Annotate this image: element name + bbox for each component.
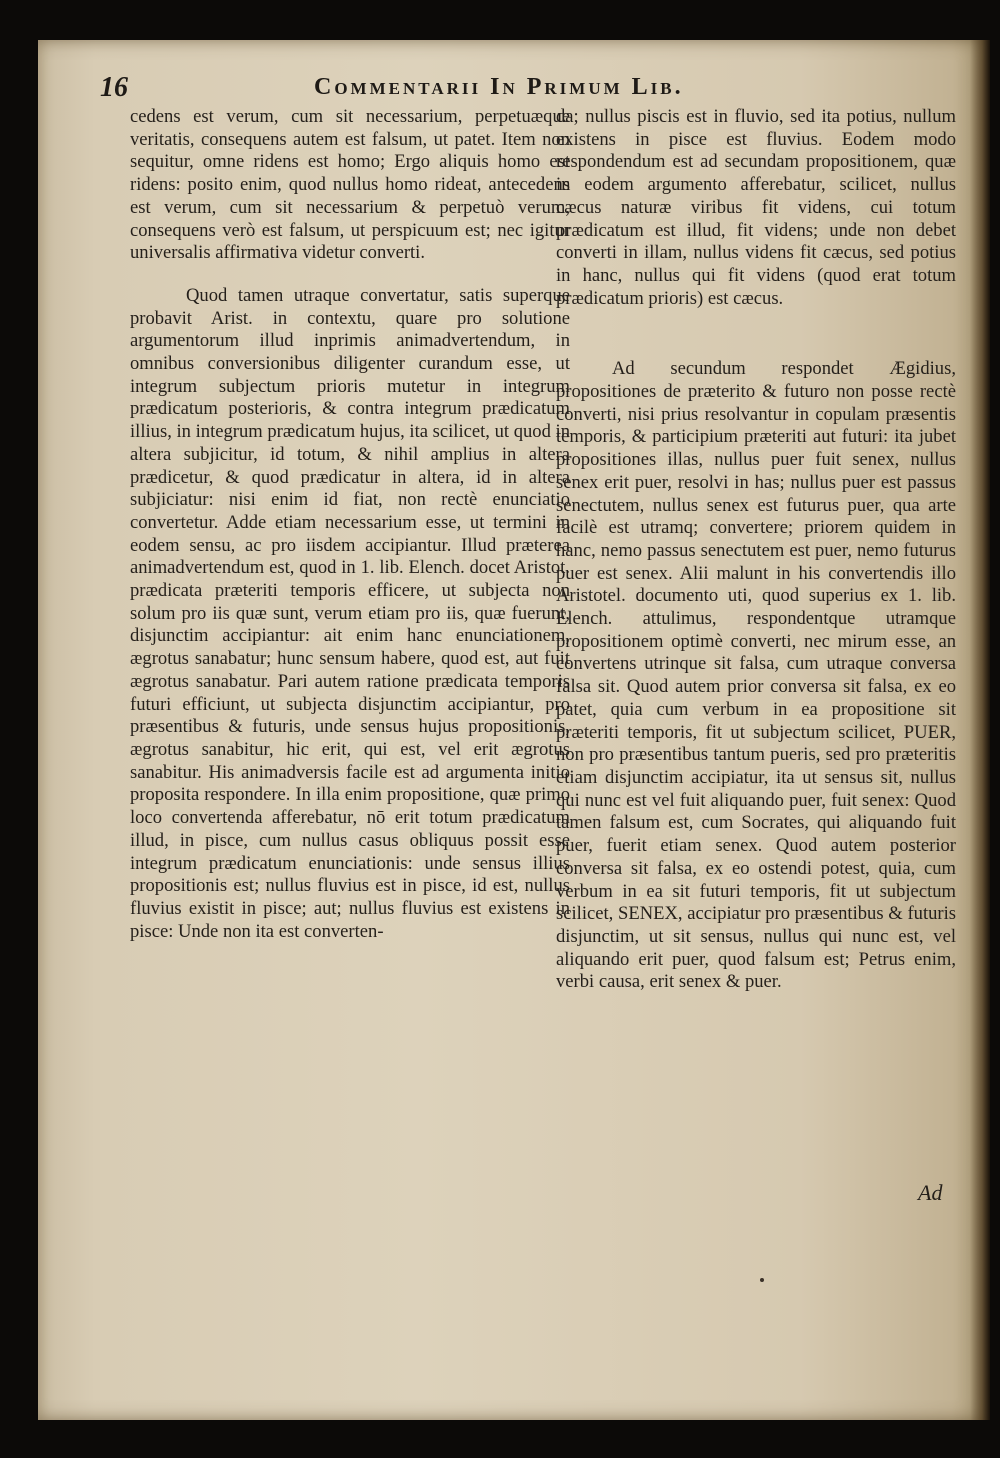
page-number: 16 [100, 72, 128, 103]
paragraph: da; nullus piscis est in fluvio, sed ita potius, nullum existens in pisce est fluvius. Eodem modo respondendum est ad secundam propositionem, quæ in eodem argumento afferebatur, scilicet, nullus cæcus naturæ viribus fit videns, cui totum prædicatum est illud, fit videns; unde non debet converti in illam, nullus videns fit cæcus, sed potius in hanc, nullus qui fit videns (quod erat totum prædicatum prioris) est cæcus. [556, 106, 956, 309]
paragraph: Ad secundum respondet Ægidius, propositiones de præterito & futuro non posse rectè converti, nisi prius resolvantur in copulam præsentis temporis, & participium præteriti aut futuri: ita jubet propositiones illas, nullus puer fuit senex, nullus senex erit puer, resolvi in has; nullus puer est passus senectutem, nullus senex est futurus puer, qua arte facilè est utramq; convertere; priorem quidem in hanc, nemo passus senectutem est puer, nemo futurus puer est senex. Alii malunt in his convertendis illo Aristotel. documento uti, quod superius ex 1. lib. Elench. attulimus, respondentque utramque propositionem optimè converti, nec mirum esse, an convertens utrinque sit falsa, cum utraque conversa falsa sit. Quod autem prior conversa sit falsa, ex eo patet, quia cum verbum in ea propositione sit præteriti temporis, fit ut subjectum scilicet, PUER, non pro præsentibus tantum pueris, sed pro præteritis etiam disjunctim accipiatur, ita ut sensus sit, nullus qui nunc est vel fuit aliquando puer, fuit senex: Quod tamen falsum est, cum Socrates, qui aliquando fuit puer, fuerit etiam senex. Quod autem posterior conversa sit falsa, ex eo ostendi potest, quia, cum verbum in ea sit futuri temporis, fit ut subjectum scilicet, SENEX, accipiatur pro præsentibus & futuris disjunctim, ut sit sensus, nullus qui nunc est, vel aliquando erit puer, quod falsum est; Petrus enim, verbi causa, erit senex & puer. [556, 358, 956, 993]
left-text-column [130, 106, 570, 943]
ink-speck [760, 1278, 764, 1282]
running-title: Commentarii In Primum Lib. [314, 74, 684, 100]
right-text-column [556, 106, 956, 994]
paragraph: cedens est verum, cum sit necessarium, perpetuæque veritatis, consequens autem est falsum, ut patet. Item non sequitur, omne ridens est homo; Ergo aliquis homo est ridens: posito enim, quod nullus homo rideat, antecedens est verum, cum sit necessarium & perpetuò verum, consequens verò est falsum, ut perspicuum est; nec igitur universalis affirmativa videtur converti. [130, 106, 570, 264]
paragraph: Quod tamen utraque convertatur, satis superque probavit Arist. in contextu, quare pro solutione argumentorum illud inprimis animadvertendum, in omnibus conversionibus diligenter curandum esse, ut integrum subjectum prioris mutetur in integrum prædicatum posterioris, & contra integrum prædicatum illius, in integrum prædicatum hujus, ita scilicet, ut quod in altera subjicitur, id totum, & nihil amplius in altera prædicetur, & quod prædicatur in altera, id in altera subjiciatur: nisi enim id fiat, non rectè enunciatio convertetur. Adde etiam necessarium esse, ut termini in eodem sensu, ac pro iisdem accipiantur. Illud præterea animadvertendum est, quod in 1. lib. Elench. docet Aristot. prædicata præteriti temporis efficere, ut subjecta non solum pro iis quæ sunt, verum etiam pro iis, quæ fuerunt, disjunctim accipiantur: ait enim hanc enunciationem, ægrotus sanabatur; hunc sensum habere, quod est, aut fuit ægrotus sanabatur. Pari autem ratione prædicata temporis futuri efficiunt, ut subjecta disjunctim accipiantur, pro præsentibus & futuris, unde sensus hujus propositionis, ægrotus sanabitur, hic erit, qui est, vel erit ægrotus sanabitur. His animadversis facile est ad argumenta initio proposita respondere. In illa enim propositione, quæ primo loco convertenda afferebatur, nō erit totum prædicatum illud, in pisce, cum nullus casus obliquus possit esse integrum prædicatum enunciationis: unde sensus illius propositionis est; nullus fluvius est in pisce, id est, nullus fluvius existit in pisce; aut; nullus fluvius est existens in pisce: Unde non ita est converten- [130, 284, 571, 942]
catchword: Ad [918, 1180, 943, 1205]
page-gutter-shadow [970, 40, 990, 1420]
